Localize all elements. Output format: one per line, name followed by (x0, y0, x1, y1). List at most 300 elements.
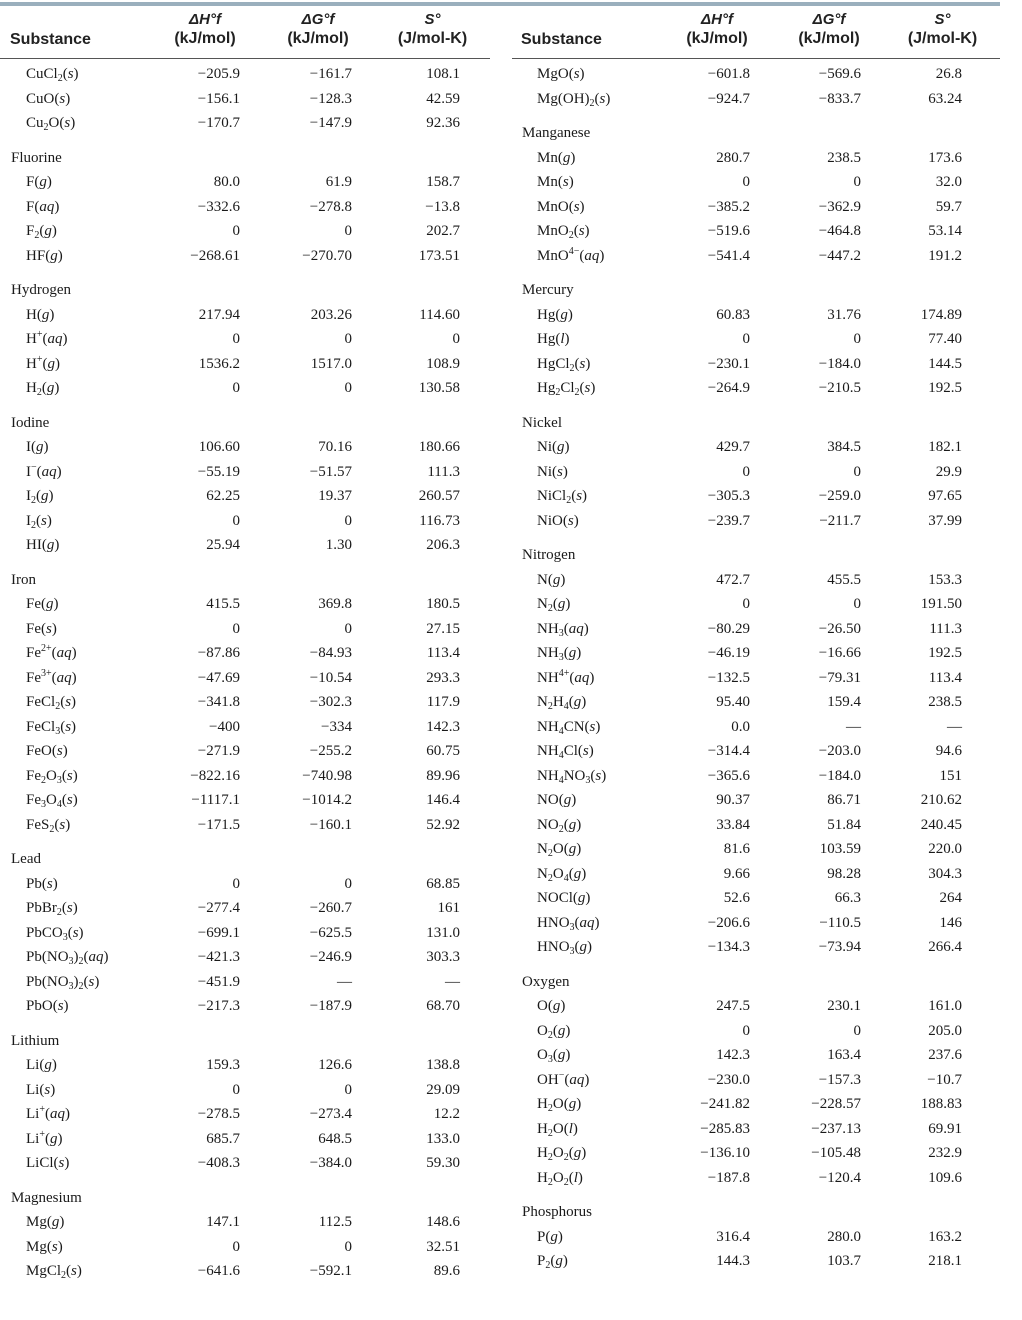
entropy-value: −13.8 (425, 198, 460, 215)
table-row (0, 111, 1000, 135)
gibbs-value: 1517.0 (310, 355, 352, 372)
entropy-value: 133.0 (426, 1130, 460, 1147)
substance-formula: $N_2(g)$ (537, 596, 571, 614)
substance-formula: Hg(g) (537, 306, 573, 323)
entropy-value: 264 (939, 890, 962, 906)
gibbs-value: 51.84 (827, 816, 861, 833)
substance-formula: $NH_4Cl(s)$ (537, 743, 594, 761)
header-entropy-unit: (J/mol-K) (397, 30, 468, 47)
table-row (0, 533, 1000, 557)
gibbs-value: −833.7 (818, 90, 861, 107)
substance-formula: $H_2O_2(g)$ (537, 1145, 587, 1163)
gibbs-value: −740.98 (302, 767, 352, 784)
substance-formula: H+(aq) (26, 329, 68, 347)
table-row (0, 1141, 1000, 1165)
entropy-value: 77.40 (928, 331, 962, 347)
enthalpy-value: 0 (742, 596, 750, 612)
enthalpy-value: 90.37 (716, 792, 750, 808)
substance-formula: FeO(s) (26, 743, 68, 759)
entropy-value: 210.62 (920, 792, 962, 808)
gibbs-value: −203.0 (818, 743, 861, 759)
enthalpy-value: −205.9 (197, 66, 240, 82)
entropy-value: 191.2 (928, 247, 962, 264)
substance-formula: OH−(aq) (537, 1069, 590, 1088)
gibbs-value: −105.48 (811, 1145, 861, 1161)
table-row (0, 813, 1000, 837)
gibbs-value: 0 (853, 174, 861, 190)
gibbs-value: — (337, 973, 352, 990)
header-enthalpy-symbol: ΔH°f (189, 11, 221, 28)
table-row (0, 1068, 1000, 1092)
enthalpy-value: −305.3 (707, 488, 750, 504)
enthalpy-value: 0 (232, 1238, 240, 1255)
gibbs-value: −237.13 (811, 1120, 861, 1137)
enthalpy-value: −924.7 (707, 90, 750, 107)
entropy-value: 52.92 (426, 816, 460, 833)
enthalpy-value: 685.7 (206, 1130, 240, 1147)
enthalpy-value: 60.83 (716, 306, 750, 323)
gibbs-value: −278.8 (309, 198, 352, 215)
gibbs-value: −16.66 (818, 645, 861, 661)
entropy-value: 68.85 (426, 875, 460, 892)
header-enthalpy-unit: (kJ/mol) (174, 30, 236, 47)
gibbs-value: −210.5 (818, 380, 861, 396)
entropy-value: 153.3 (928, 571, 962, 588)
entropy-value: 94.6 (935, 743, 962, 759)
enthalpy-value: −277.4 (197, 900, 240, 916)
substance-formula: $F_2(g)$ (26, 223, 57, 241)
enthalpy-value: −451.9 (197, 973, 240, 990)
gibbs-value: −334 (321, 718, 352, 735)
enthalpy-value: −332.6 (197, 198, 240, 215)
category-heading: Hydrogen (11, 282, 71, 298)
entropy-value: 161.0 (928, 998, 962, 1014)
category-heading: Nitrogen (522, 547, 576, 563)
gibbs-value: −302.3 (309, 694, 352, 710)
header-substance-right: Substance (521, 31, 602, 48)
enthalpy-value: −278.5 (197, 1106, 240, 1122)
gibbs-value: −51.57 (309, 463, 352, 480)
gibbs-value: −255.2 (309, 743, 352, 759)
substance-formula: NOCl(g) (537, 890, 591, 906)
gibbs-value: −362.9 (818, 198, 861, 215)
enthalpy-value: 0 (742, 463, 750, 480)
enthalpy-value: 0 (232, 512, 240, 529)
table-row (0, 970, 1000, 994)
substance-formula: I−(aq) (26, 461, 62, 480)
gibbs-value: −187.9 (309, 998, 352, 1014)
gibbs-value: −26.50 (818, 620, 861, 637)
gibbs-value: −110.5 (819, 914, 861, 931)
gibbs-value: −211.7 (819, 512, 861, 529)
enthalpy-value: 217.94 (198, 306, 240, 323)
header-gibbs-left (268, 10, 368, 48)
gibbs-value: 0 (344, 331, 352, 347)
category-heading: Iron (11, 571, 36, 588)
header-gibbs-unit: (kJ/mol) (798, 30, 860, 47)
category-heading: Manganese (522, 125, 591, 141)
enthalpy-value: 33.84 (716, 816, 750, 833)
substance-formula: HgCl$_2$(s) (537, 355, 591, 374)
enthalpy-value: 1536.2 (198, 355, 240, 372)
header-enthalpy-symbol: ΔH°f (701, 11, 733, 28)
category-heading: Nickel (522, 414, 562, 431)
table-top-rule (0, 2, 1000, 6)
substance-formula: $Mg(OH)_2(s)$ (537, 90, 611, 109)
enthalpy-value: −822.16 (190, 767, 240, 784)
gibbs-value: −592.1 (309, 1263, 352, 1279)
entropy-value: 63.24 (928, 90, 962, 107)
table-row (0, 911, 1000, 935)
entropy-value: 0 (452, 331, 460, 347)
enthalpy-value: −239.7 (707, 512, 750, 529)
substance-formula: LiCl(s) (26, 1155, 70, 1171)
substance-formula: Mn(s) (537, 174, 574, 190)
header-enthalpy-left (155, 10, 255, 48)
entropy-value: 111.3 (929, 620, 962, 637)
table-row (0, 1092, 1000, 1116)
entropy-value: 53.14 (928, 223, 962, 239)
entropy-value: 303.3 (426, 949, 460, 965)
enthalpy-value: −136.10 (700, 1145, 750, 1161)
entropy-value: 240.45 (920, 816, 962, 833)
gibbs-value: 238.5 (827, 149, 861, 166)
entropy-value: 304.3 (928, 865, 962, 882)
enthalpy-value: 62.25 (206, 488, 240, 504)
enthalpy-value: 0 (232, 620, 240, 637)
table-row (0, 509, 1000, 533)
substance-formula: $I_2(g)$ (26, 488, 54, 506)
table-row (0, 862, 1000, 886)
substance-formula: MnO$^{4-}$(aq) (537, 245, 605, 264)
category-heading: Lithium (11, 1032, 60, 1049)
table-row (0, 146, 1000, 170)
enthalpy-value: 95.40 (716, 694, 750, 710)
header-enthalpy-right (667, 10, 767, 48)
entropy-value: 59.7 (935, 198, 962, 215)
enthalpy-value: 25.94 (206, 537, 240, 553)
category-heading: Magnesium (11, 1189, 82, 1206)
table-row (0, 376, 1000, 400)
substance-formula: $H_2O(g)$ (537, 1096, 582, 1114)
header-rule-right (512, 58, 1000, 59)
entropy-value: 60.75 (426, 743, 460, 759)
gibbs-value: −120.4 (818, 1169, 861, 1186)
entropy-value: — (947, 718, 962, 735)
enthalpy-value: 429.7 (716, 439, 750, 455)
enthalpy-value: −87.86 (197, 645, 240, 661)
substance-formula: MnO(s) (537, 198, 585, 215)
entropy-value: 192.5 (928, 645, 962, 661)
enthalpy-value: −365.6 (707, 767, 750, 784)
entropy-value: 191.50 (920, 596, 962, 612)
substance-formula: NO(g) (537, 792, 577, 808)
table-row (0, 170, 1000, 194)
gibbs-value: 126.6 (318, 1057, 352, 1073)
entropy-value: 161 (437, 900, 460, 916)
substance-formula: $Fe^{2+}(aq)$ (26, 643, 77, 661)
substance-formula: FeCl$_2$(s) (26, 694, 77, 712)
substance-formula: P(g) (537, 1228, 563, 1245)
gibbs-value: 203.26 (310, 306, 352, 323)
substance-formula: $H_2O_2(l)$ (537, 1169, 583, 1188)
substance-formula: $N_2H_4(g)$ (537, 694, 587, 712)
enthalpy-value: −271.9 (197, 743, 240, 759)
gibbs-value: −10.54 (309, 669, 352, 686)
enthalpy-value: 159.3 (206, 1057, 240, 1073)
entropy-value: 174.89 (920, 306, 962, 323)
enthalpy-value: −170.7 (197, 115, 240, 131)
table-row (0, 460, 1000, 484)
gibbs-value: 0 (344, 512, 352, 529)
entropy-value: 109.6 (928, 1169, 962, 1186)
gibbs-value: 112.5 (318, 1214, 352, 1230)
enthalpy-value: 0.0 (731, 718, 750, 735)
header-substance-left: Substance (10, 31, 91, 48)
enthalpy-value: 81.6 (723, 841, 750, 857)
entropy-value: 148.6 (426, 1214, 460, 1230)
substance-formula: O(g) (537, 998, 566, 1014)
gibbs-value: −147.9 (309, 115, 352, 131)
entropy-value: 29.9 (935, 463, 962, 480)
enthalpy-value: 52.6 (723, 890, 750, 906)
substance-formula: $Fe^{3+}(aq)$ (26, 667, 77, 686)
entropy-value: 131.0 (426, 924, 460, 941)
table-row (0, 1043, 1000, 1067)
entropy-value: 142.3 (426, 718, 460, 735)
entropy-value: 144.5 (928, 355, 962, 372)
entropy-value: 180.5 (426, 596, 460, 612)
header-gibbs-symbol: ΔG°f (301, 11, 335, 28)
table-row (0, 303, 1000, 327)
substance-formula: H+(g) (26, 353, 60, 372)
entropy-value: −10.7 (927, 1071, 962, 1088)
entropy-value: 205.0 (928, 1022, 962, 1039)
enthalpy-value: −264.9 (707, 380, 750, 396)
substance-formula: N(g) (537, 571, 566, 588)
enthalpy-value: −641.6 (197, 1263, 240, 1279)
table-row (0, 219, 1000, 243)
gibbs-value: −569.6 (818, 66, 861, 82)
entropy-value: 163.2 (928, 1228, 962, 1245)
gibbs-value: 0 (344, 620, 352, 637)
gibbs-value: 163.4 (827, 1047, 861, 1063)
gibbs-value: 384.5 (827, 439, 861, 455)
entropy-value: 108.9 (426, 355, 460, 372)
substance-formula: $Fe_2O_3(s)$ (26, 767, 78, 786)
gibbs-value: −260.7 (309, 900, 352, 916)
substance-formula: PbCO$_3$(s) (26, 924, 84, 943)
entropy-value: 89.6 (433, 1263, 460, 1279)
substance-formula: F(g) (26, 174, 52, 190)
substance-formula: Li+(g) (26, 1128, 63, 1147)
gibbs-value: −184.0 (818, 767, 861, 784)
table-row (0, 935, 1000, 959)
gibbs-value: 0 (344, 1081, 352, 1098)
substance-formula: HF(g) (26, 247, 63, 264)
gibbs-value: 0 (853, 1022, 861, 1039)
enthalpy-value: −47.69 (197, 669, 240, 686)
entropy-value: 158.7 (426, 174, 460, 190)
substance-formula: $I_2(s)$ (26, 512, 52, 531)
substance-formula: Mg(s) (26, 1238, 63, 1255)
entropy-value: 220.0 (928, 841, 962, 857)
gibbs-value: −128.3 (309, 90, 352, 107)
category-heading: Fluorine (11, 149, 62, 166)
enthalpy-value: 247.5 (716, 998, 750, 1014)
entropy-value: 113.4 (928, 669, 962, 686)
entropy-value: 192.5 (928, 380, 962, 396)
substance-formula: Fe(g) (26, 596, 59, 612)
table-row (0, 641, 1000, 665)
table-row (0, 886, 1000, 910)
substance-formula: $Hg_2Cl_2(s)$ (537, 380, 596, 398)
entropy-value: 59.30 (426, 1155, 460, 1171)
gibbs-value: 455.5 (827, 571, 861, 588)
gibbs-value: 0 (344, 875, 352, 892)
enthalpy-value: 280.7 (716, 149, 750, 166)
substance-formula: $O_3(g)$ (537, 1047, 571, 1065)
entropy-value: 116.73 (419, 512, 460, 529)
entropy-value: 97.65 (928, 488, 962, 504)
enthalpy-value: −132.5 (707, 669, 750, 686)
entropy-value: 146 (939, 914, 962, 931)
enthalpy-value: −241.82 (700, 1096, 750, 1112)
gibbs-value: −273.4 (309, 1106, 352, 1122)
enthalpy-value: −541.4 (707, 247, 750, 264)
substance-formula: $HNO_3(aq)$ (537, 914, 600, 933)
header-gibbs-symbol: ΔG°f (812, 11, 846, 28)
gibbs-value: 70.16 (318, 439, 352, 455)
gibbs-value: 280.0 (827, 1228, 861, 1245)
table-row (0, 715, 1000, 739)
enthalpy-value: 106.60 (198, 439, 240, 455)
header-rule-left (0, 58, 490, 59)
enthalpy-value: 147.1 (206, 1214, 240, 1230)
entropy-value: 32.51 (426, 1238, 460, 1255)
category-heading: Mercury (522, 282, 574, 298)
substance-formula: Li(g) (26, 1057, 57, 1073)
enthalpy-value: 0 (232, 331, 240, 347)
enthalpy-value: −171.5 (197, 816, 240, 833)
table-row (0, 1225, 1000, 1249)
entropy-value: 182.1 (928, 439, 962, 455)
gibbs-value: 19.37 (318, 488, 352, 504)
entropy-value: 173.51 (418, 247, 460, 264)
enthalpy-value: 0 (232, 223, 240, 239)
entropy-value: 146.4 (426, 792, 460, 808)
substance-formula: PbBr$_2$(s) (26, 900, 78, 918)
table-row (0, 739, 1000, 763)
substance-formula: $NH_3(aq)$ (537, 620, 589, 639)
entropy-value: 173.6 (928, 149, 962, 166)
gibbs-value: 0 (853, 596, 861, 612)
enthalpy-value: 316.4 (716, 1228, 750, 1245)
header-gibbs-unit: (kJ/mol) (287, 30, 349, 47)
enthalpy-value: −1117.1 (191, 792, 240, 808)
gibbs-value: 103.7 (827, 1253, 861, 1269)
gibbs-value: −246.9 (309, 949, 352, 965)
entropy-value: 218.1 (928, 1253, 962, 1269)
header-entropy-right (890, 10, 995, 48)
substance-formula: Li+(aq) (26, 1104, 70, 1122)
table-row (0, 617, 1000, 641)
enthalpy-value: 0 (232, 875, 240, 892)
table-row (0, 788, 1000, 812)
entropy-value: 114.60 (419, 306, 460, 323)
entropy-value: 37.99 (928, 512, 962, 529)
header-entropy-unit: (J/mol-K) (907, 30, 978, 47)
gibbs-value: −1014.2 (302, 792, 352, 808)
gibbs-value: 159.4 (827, 694, 861, 710)
table-row (0, 435, 1000, 459)
gibbs-value: −384.0 (309, 1155, 352, 1171)
gibbs-value: −73.94 (818, 939, 861, 955)
gibbs-value: −464.8 (818, 223, 861, 239)
enthalpy-value: −400 (209, 718, 240, 735)
gibbs-value: 31.76 (827, 306, 861, 323)
entropy-value: 12.2 (433, 1106, 460, 1122)
entropy-value: 42.59 (426, 90, 460, 107)
substance-formula: Mn(g) (537, 149, 576, 166)
entropy-value: 29.09 (426, 1081, 460, 1098)
substance-formula: $N_2O(g)$ (537, 841, 582, 859)
entropy-value: 108.1 (426, 66, 460, 82)
substance-formula: I(g) (26, 439, 49, 455)
substance-formula: Pb(s) (26, 875, 58, 892)
table-row (0, 764, 1000, 788)
gibbs-value: −157.3 (818, 1071, 861, 1088)
enthalpy-value: 0 (232, 1081, 240, 1098)
gibbs-value: 98.28 (827, 865, 861, 882)
enthalpy-value: −55.19 (197, 463, 240, 480)
table-row (0, 568, 1000, 592)
table-row (0, 690, 1000, 714)
enthalpy-value: 472.7 (716, 571, 750, 588)
enthalpy-value: −230.1 (707, 355, 750, 372)
enthalpy-value: 415.5 (206, 596, 240, 612)
entropy-value: 117.9 (426, 694, 460, 710)
entropy-value: 237.6 (928, 1047, 962, 1063)
table-row (0, 484, 1000, 508)
gibbs-value: 66.3 (834, 890, 861, 906)
substance-formula: $NO_2(g)$ (537, 816, 582, 835)
table-row (0, 1166, 1000, 1190)
entropy-value: 266.4 (928, 939, 962, 955)
table-row (0, 1117, 1000, 1141)
table-row (0, 87, 1000, 111)
gibbs-value: 369.8 (318, 596, 352, 612)
entropy-value: 89.96 (426, 767, 460, 784)
table-row (0, 666, 1000, 690)
enthalpy-value: −187.8 (707, 1169, 750, 1186)
table-row (0, 837, 1000, 861)
substance-formula: Fe(s) (26, 620, 57, 637)
header-enthalpy-unit: (kJ/mol) (686, 30, 748, 47)
substance-formula: H(g) (26, 306, 55, 323)
category-heading: Phosphorus (522, 1204, 593, 1220)
substance-formula: Mg(g) (26, 1214, 65, 1230)
substance-formula: NiCl$_2$(s) (537, 488, 588, 506)
substance-formula: PbO(s) (26, 998, 69, 1014)
substance-formula: MgCl$_2$(s) (26, 1263, 82, 1281)
category-heading: Lead (11, 851, 41, 867)
substance-formula: $Cu_2O(s)$ (26, 115, 76, 133)
enthalpy-value: −341.8 (197, 694, 240, 710)
enthalpy-value: 0 (742, 174, 750, 190)
gibbs-value: 61.9 (325, 174, 352, 190)
gibbs-value: 0 (853, 331, 861, 347)
